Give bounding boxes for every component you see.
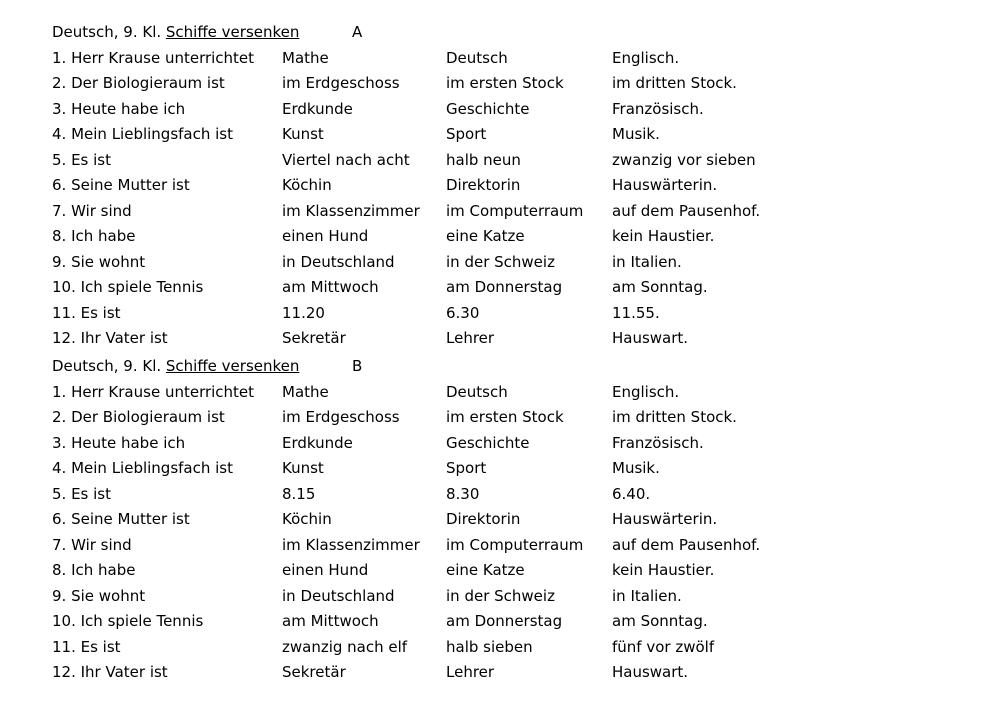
sentence-row bbox=[0, 48, 1000, 74]
option-3: auf dem Pausenhof. bbox=[612, 535, 761, 554]
sentence-row bbox=[0, 535, 1000, 561]
sentence-row bbox=[0, 252, 1000, 278]
sentence-stem: 2. Der Biologieraum ist bbox=[52, 74, 225, 92]
sentence-row bbox=[0, 175, 1000, 201]
sentence-stem: 9. Sie wohnt bbox=[52, 252, 146, 271]
worksheet-title: Schiffe versenken bbox=[165, 23, 300, 41]
option-2: am Donnerstag bbox=[446, 278, 563, 296]
option-2: Lehrer bbox=[446, 663, 495, 681]
sentence-row bbox=[0, 73, 1000, 99]
option-2: eine Katze bbox=[446, 227, 525, 245]
sentence-stem: 2. Der Biologieraum ist bbox=[52, 408, 225, 426]
sentence-row bbox=[0, 226, 1000, 252]
option-2: Direktorin bbox=[446, 510, 521, 528]
sentence-row bbox=[0, 586, 1000, 612]
option-3: Musik. bbox=[612, 459, 660, 477]
option-3: kein Haustier. bbox=[612, 561, 715, 579]
sentence-row bbox=[0, 201, 1000, 227]
sentence-stem: 3. Heute habe ich bbox=[52, 433, 186, 452]
sentence-stem: 6. Seine Mutter ist bbox=[52, 176, 190, 194]
option-1: einen Hund bbox=[282, 227, 369, 245]
option-1: im Klassenzimmer bbox=[282, 201, 420, 220]
option-3: 11.55. bbox=[612, 303, 660, 322]
option-3: am Sonntag. bbox=[612, 278, 708, 296]
sentence-stem: 10. Ich spiele Tennis bbox=[52, 612, 204, 630]
option-3: kein Haustier. bbox=[612, 227, 715, 245]
option-2: Sport bbox=[446, 125, 487, 143]
option-1: im Erdgeschoss bbox=[282, 74, 400, 92]
option-3: im dritten Stock. bbox=[612, 408, 737, 426]
sentence-row bbox=[0, 484, 1000, 510]
option-3: in Italien. bbox=[612, 252, 682, 271]
sentence-row bbox=[0, 509, 1000, 535]
option-2: Direktorin bbox=[446, 176, 521, 194]
sentence-row bbox=[0, 382, 1000, 408]
option-3: in Italien. bbox=[612, 586, 682, 605]
sentence-row bbox=[0, 407, 1000, 433]
sentence-stem: 7. Wir sind bbox=[52, 201, 132, 220]
sentence-stem: 9. Sie wohnt bbox=[52, 586, 146, 605]
sentence-stem: 7. Wir sind bbox=[52, 535, 132, 554]
option-2: Geschichte bbox=[446, 433, 530, 452]
option-3: Englisch. bbox=[612, 48, 680, 67]
option-2: Geschichte bbox=[446, 99, 530, 118]
option-2: Deutsch bbox=[446, 48, 508, 67]
option-1: Erdkunde bbox=[282, 99, 353, 118]
option-3: Musik. bbox=[612, 125, 660, 143]
sentence-stem: 11. Es ist bbox=[52, 637, 121, 656]
option-1: Erdkunde bbox=[282, 433, 353, 452]
option-2: halb neun bbox=[446, 150, 521, 169]
option-2: 6.30 bbox=[446, 303, 480, 322]
option-3: auf dem Pausenhof. bbox=[612, 201, 761, 220]
sentence-row bbox=[0, 303, 1000, 329]
option-3: Hauswärterin. bbox=[612, 510, 718, 528]
sentence-stem: 4. Mein Lieblingsfach ist bbox=[52, 459, 234, 477]
option-3: fünf vor zwölf bbox=[612, 637, 715, 656]
option-1: Mathe bbox=[282, 48, 329, 67]
option-1: Sekretär bbox=[282, 329, 346, 347]
section-header bbox=[0, 22, 1000, 48]
version-label: A bbox=[352, 23, 363, 41]
sentence-row bbox=[0, 611, 1000, 637]
option-2: Lehrer bbox=[446, 329, 495, 347]
option-1: am Mittwoch bbox=[282, 278, 379, 296]
option-3: Hauswart. bbox=[612, 329, 689, 347]
sentence-row bbox=[0, 99, 1000, 125]
sentence-stem: 1. Herr Krause unterrichtet bbox=[52, 48, 255, 67]
sentence-stem: 10. Ich spiele Tennis bbox=[52, 278, 204, 296]
option-1: Mathe bbox=[282, 382, 329, 401]
sentence-stem: 6. Seine Mutter ist bbox=[52, 510, 190, 528]
option-3: Englisch. bbox=[612, 382, 680, 401]
option-1: in Deutschland bbox=[282, 586, 395, 605]
option-3: Französisch. bbox=[612, 433, 704, 452]
sentence-stem: 8. Ich habe bbox=[52, 227, 136, 245]
worksheet-section-a bbox=[0, 22, 1000, 354]
worksheet-title: Schiffe versenken bbox=[165, 357, 300, 375]
option-2: im ersten Stock bbox=[446, 74, 564, 92]
option-2: eine Katze bbox=[446, 561, 525, 579]
option-1: 11.20 bbox=[282, 303, 325, 322]
option-3: 6.40. bbox=[612, 484, 651, 503]
section-header bbox=[0, 356, 1000, 382]
option-1: im Klassenzimmer bbox=[282, 535, 420, 554]
option-3: Französisch. bbox=[612, 99, 704, 118]
subject-label: Deutsch, 9. Kl. bbox=[52, 357, 162, 375]
option-2: halb sieben bbox=[446, 637, 533, 656]
option-1: Köchin bbox=[282, 510, 332, 528]
option-2: im Computerraum bbox=[446, 201, 584, 220]
option-2: 8.30 bbox=[446, 484, 480, 503]
option-1: im Erdgeschoss bbox=[282, 408, 400, 426]
option-2: am Donnerstag bbox=[446, 612, 563, 630]
sentence-row bbox=[0, 124, 1000, 150]
option-2: in der Schweiz bbox=[446, 586, 555, 605]
option-1: Sekretär bbox=[282, 663, 346, 681]
option-1: in Deutschland bbox=[282, 252, 395, 271]
subject-label: Deutsch, 9. Kl. bbox=[52, 23, 162, 41]
sentence-stem: 5. Es ist bbox=[52, 150, 112, 169]
sentence-stem: 12. Ihr Vater ist bbox=[52, 329, 168, 347]
option-2: in der Schweiz bbox=[446, 252, 555, 271]
sentence-row bbox=[0, 560, 1000, 586]
option-3: Hauswart. bbox=[612, 663, 689, 681]
version-label: B bbox=[352, 357, 363, 375]
sentence-row bbox=[0, 458, 1000, 484]
sentence-row bbox=[0, 328, 1000, 354]
sentence-stem: 3. Heute habe ich bbox=[52, 99, 186, 118]
option-3: Hauswärterin. bbox=[612, 176, 718, 194]
sentence-stem: 1. Herr Krause unterrichtet bbox=[52, 382, 255, 401]
option-2: im ersten Stock bbox=[446, 408, 564, 426]
option-1: zwanzig nach elf bbox=[282, 637, 408, 656]
option-1: Kunst bbox=[282, 459, 324, 477]
option-3: am Sonntag. bbox=[612, 612, 708, 630]
option-1: Kunst bbox=[282, 125, 324, 143]
sentence-stem: 11. Es ist bbox=[52, 303, 121, 322]
sentence-stem: 8. Ich habe bbox=[52, 561, 136, 579]
option-1: 8.15 bbox=[282, 484, 316, 503]
option-1: am Mittwoch bbox=[282, 612, 379, 630]
option-2: im Computerraum bbox=[446, 535, 584, 554]
sentence-stem: 5. Es ist bbox=[52, 484, 112, 503]
sentence-row bbox=[0, 433, 1000, 459]
worksheet-section-b bbox=[0, 356, 1000, 688]
option-3: zwanzig vor sieben bbox=[612, 150, 756, 169]
sentence-stem: 12. Ihr Vater ist bbox=[52, 663, 168, 681]
option-1: Viertel nach acht bbox=[282, 150, 410, 169]
sentence-row bbox=[0, 277, 1000, 303]
sentence-row bbox=[0, 150, 1000, 176]
option-1: einen Hund bbox=[282, 561, 369, 579]
option-2: Deutsch bbox=[446, 382, 508, 401]
option-2: Sport bbox=[446, 459, 487, 477]
sentence-row bbox=[0, 662, 1000, 688]
option-1: Köchin bbox=[282, 176, 332, 194]
option-3: im dritten Stock. bbox=[612, 74, 737, 92]
sentence-row bbox=[0, 637, 1000, 663]
sentence-stem: 4. Mein Lieblingsfach ist bbox=[52, 125, 234, 143]
